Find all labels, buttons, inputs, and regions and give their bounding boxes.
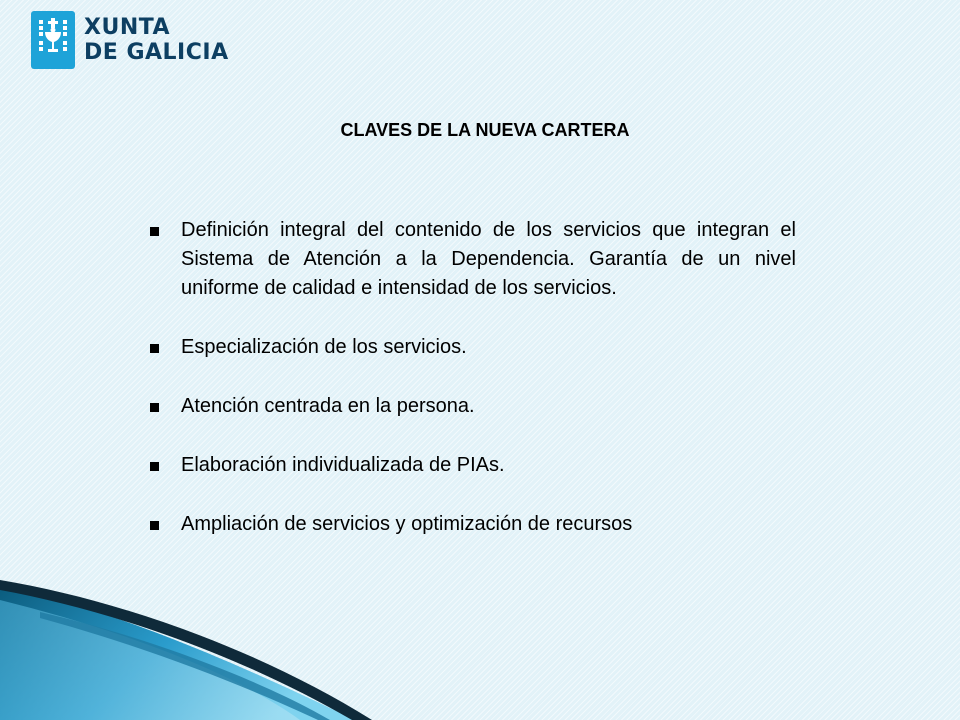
logo-wordmark (84, 15, 229, 65)
bullet-item (148, 392, 796, 421)
bullet-item (148, 451, 796, 480)
bullet-text: Especialización de los servicios. (181, 336, 467, 358)
logo-line-2: DE GALICIA (84, 40, 229, 65)
bullet-item (148, 333, 796, 362)
bullet-text: Definición integral del contenido de los servicios que integran el Sistema de Atención a la Dependencia. Garantía de un nivel uniforme de calidad e intensidad de los servicios. (181, 219, 796, 299)
square-bullet-icon (150, 521, 159, 530)
xunta-de-galicia-logo (31, 11, 229, 69)
bullet-item (148, 216, 796, 303)
bullet-list (148, 216, 796, 539)
square-bullet-icon (150, 344, 159, 353)
chalice-cross-emblem-icon (31, 11, 75, 69)
bullet-item (148, 510, 796, 539)
square-bullet-icon (150, 403, 159, 412)
galicia-shield-icon (31, 11, 75, 69)
square-bullet-icon (150, 227, 159, 236)
bullet-text: Atención centrada en la persona. (181, 395, 475, 417)
bullet-text: Elaboración individualizada de PIAs. (181, 454, 505, 476)
logo-line-1: XUNTA (84, 15, 171, 40)
bullet-text: Ampliación de servicios y optimización de recursos (181, 513, 633, 535)
square-bullet-icon (150, 462, 159, 471)
slide-title: CLAVES DE LA NUEVA CARTERA (340, 120, 630, 140)
